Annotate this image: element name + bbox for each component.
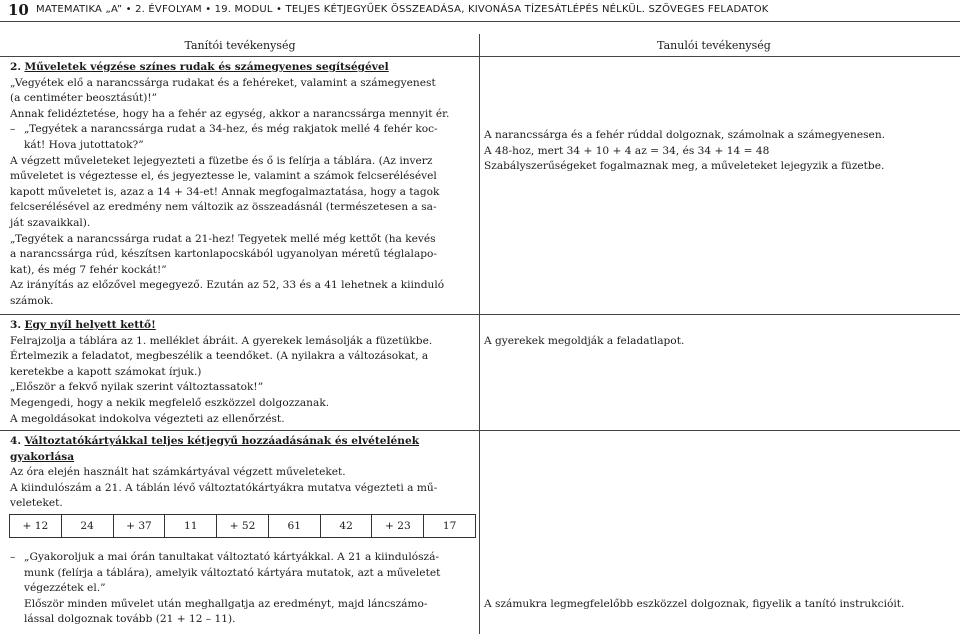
text-line: a narancssárga rúd, készítsen kartonlapocskából ugyanolyan méretű téglalapo- — [10, 248, 438, 261]
text-line: végezzétek el.” — [24, 582, 106, 595]
section-4-student — [484, 597, 956, 613]
text-line: kat), és még 7 fehér kockát!” — [10, 263, 167, 276]
text-line: Megengedi, hogy a nekik megfelelő eszközzel dolgozzanak. — [10, 396, 330, 409]
text-line: Felrajzolja a táblára az 1. melléklet ábráit. A gyerekek lemásolják a füzetükbe. — [10, 334, 433, 347]
dash-item: – „Gyakoroljuk a mai órán tanultakat változtató kártyákkal. A 21 a kiindulószá- — [10, 551, 440, 563]
text-line: A számukra legmegfelelőbb eszközzel dolgoznak, figyelik a tanító instrukcióit. — [484, 598, 905, 610]
text-line: kát! Hova jutottatok?” — [24, 138, 144, 151]
page-header — [0, 0, 960, 22]
section-rule — [0, 314, 960, 315]
section-3-student — [484, 334, 956, 350]
text-line: Annak felidéztetése, hogy ha a fehér az egység, akkor a narancssárga mennyit ér. — [10, 107, 450, 120]
changer-card-strip — [9, 514, 476, 538]
section-2-title: 2. Műveletek végzése színes rudak és számegyenes segítségével — [10, 61, 389, 73]
page-number: 10 — [8, 1, 29, 19]
text-line: felcserélésével az eredmény nem változik az összeadásnál (természetesen a sa- — [10, 201, 437, 214]
changer-card: + 37 — [114, 515, 166, 537]
changer-card: 61 — [269, 515, 321, 537]
changer-card: + 52 — [217, 515, 269, 537]
section-3-teacher — [10, 318, 475, 427]
text-line: Először minden művelet után meghallgatja az eredményt, majd láncszámo- — [24, 597, 428, 610]
text-line: műveletet is végeztesse el, és jegyeztesse le, valamint a számok felcserélésével — [10, 170, 437, 183]
changer-card: 24 — [62, 515, 114, 537]
text-line: (a centiméter beosztásút)!” — [10, 92, 158, 105]
changer-card: 17 — [442, 520, 457, 532]
running-title: MATEMATIKA „A” • 2. ÉVFOLYAM • 19. MODUL • TELJES KÉTJEGYŰEK ÖSSZEADÁSA, KIVONÁSA TÍZESÁTLÉPÉS NÉLKÜL. SZÖVEGES FELADATOK — [36, 4, 769, 15]
section-3-title: 3. Egy nyíl helyett kettő! — [10, 319, 156, 331]
section-4-title: 4. Változtatókártyákkal teljes kétjegyű hozzáadásának és elvételének gyakorlása — [10, 435, 420, 463]
changer-card: 11 — [165, 515, 217, 537]
text-line: keretekbe a kapott számokat írjuk.) — [10, 365, 202, 378]
text-line: ját szavaikkal). — [10, 216, 91, 229]
text-line: Szabályszerűségeket fogalmaznak meg, a műveleteket lejegyzik a füzetbe. — [484, 160, 885, 173]
text-line: A 48-hoz, mert 34 + 10 + 4 az = 34, és 34 + 14 = 48 — [484, 144, 770, 157]
text-line: kapott műveletet is, azaz a 14 + 34-et! Annak megfogalmaztatása, hogy a tagok — [10, 185, 440, 198]
text-line: munk (felírja a táblára), amelyik változtató kártyára mutatok, azt a műveletet — [24, 566, 441, 579]
text-line: „Vegyétek elő a narancssárga rudakat és a fehéreket, valamint a számegyenest — [10, 76, 436, 89]
text-line: A megoldásokat indokolva végezteti az ellenőrzést. — [10, 412, 285, 425]
column-divider — [479, 34, 480, 634]
text-line: Az irányítás az előzővel megegyező. Ezután az 52, 33 és a 41 lehetnek a kiinduló — [10, 279, 445, 292]
text-line: A gyerekek megoldják a feladatlapot. — [484, 335, 685, 347]
section-4-practice — [10, 550, 475, 628]
section-2-student — [484, 128, 956, 175]
text-line: veleteket. — [10, 497, 63, 510]
dash-item: – „Tegyétek a narancssárga rudat a 34-hez, és még rakjatok mellé 4 fehér koc- — [10, 123, 438, 136]
heading-rule — [0, 56, 960, 57]
section-4-teacher — [10, 434, 475, 512]
text-line: A kiindulószám a 21. A táblán lévő változtatókártyákra mutatva végezteti a mű- — [10, 481, 438, 494]
changer-card: + 12 — [10, 515, 62, 537]
changer-card: + 23 — [372, 515, 424, 537]
text-line: „Tegyétek a narancssárga rudat a 21-hez! Tegyetek mellé még kettőt (ha kevés — [10, 232, 436, 245]
text-line: A végzett műveleteket lejegyezteti a füzetbe és ő is felírja a táblára. (Az inverz — [10, 154, 433, 167]
text-line: lással dolgoznak tovább (21 + 12 – 11). — [24, 613, 236, 626]
section-2-teacher — [10, 60, 475, 310]
student-column-heading: Tanulói tevékenység — [657, 39, 771, 52]
section-rule — [0, 430, 960, 431]
text-line: Az óra elején használt hat számkártyával végzett műveleteket. — [10, 466, 346, 479]
text-line: „Először a fekvő nyilak szerint változtassatok!” — [10, 381, 264, 394]
changer-card: 42 — [321, 515, 373, 537]
teacher-column-heading: Tanítói tevékenység — [184, 39, 296, 52]
text-line: A narancssárga és a fehér rúddal dolgoznak, számolnak a számegyenesen. — [484, 129, 886, 141]
text-line: számok. — [10, 294, 54, 307]
text-line: Értelmezik a feladatot, megbeszélik a teendőket. (A nyilakra a változásokat, a — [10, 350, 429, 363]
